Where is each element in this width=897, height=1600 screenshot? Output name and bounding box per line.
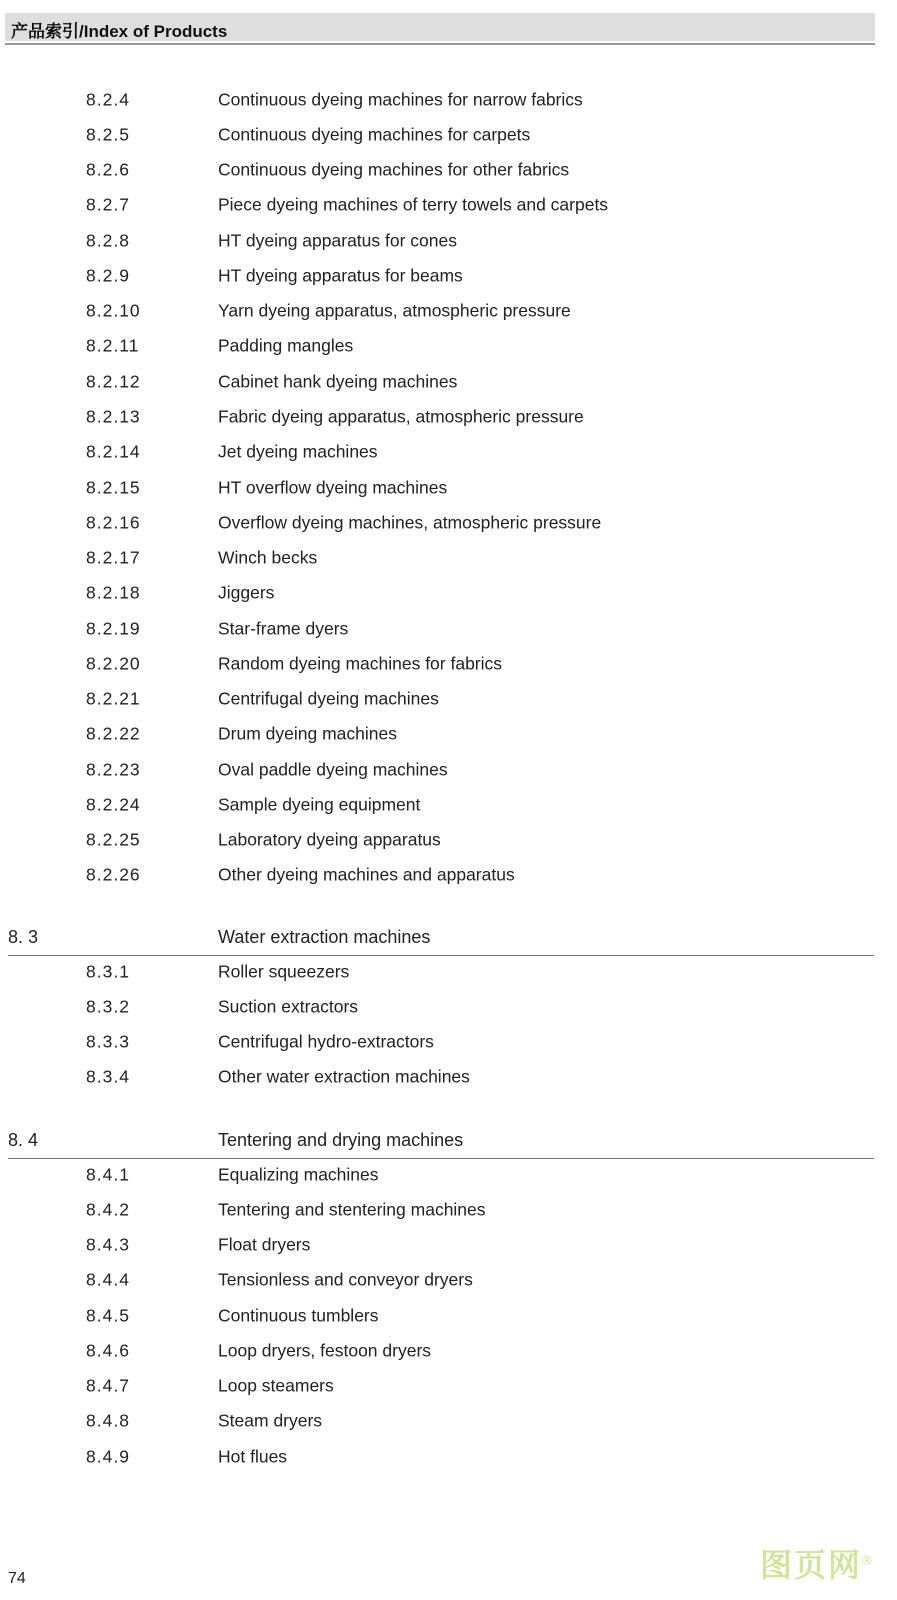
item-title: Centrifugal dyeing machines (218, 688, 439, 709)
item-title: Winch becks (218, 547, 318, 568)
item-title: Hot flues (218, 1446, 288, 1467)
item-number: 8.4.2 (86, 1199, 130, 1220)
item-number: 8.2.14 (86, 441, 141, 462)
list-item (0, 858, 897, 893)
list-item (0, 294, 897, 329)
item-title: Cabinet hank dyeing machines (218, 371, 458, 392)
list-item (0, 1025, 897, 1060)
item-title: Yarn dyeing apparatus, atmospheric pressure (218, 300, 571, 321)
item-number: 8.2.8 (86, 230, 130, 251)
list-item (0, 505, 897, 540)
list-item (0, 470, 897, 505)
section-heading (0, 1130, 897, 1154)
item-title: Other water extraction machines (218, 1066, 470, 1087)
section-number: 8. 4 (8, 1130, 39, 1150)
item-title: Fabric dyeing apparatus, atmospheric pressure (218, 406, 584, 427)
item-number: 8.2.22 (86, 723, 141, 744)
item-number: 8.2.16 (86, 512, 141, 533)
list-item (0, 1439, 897, 1474)
item-number: 8.3.1 (86, 961, 130, 982)
header-title: 产品索引/Index of Products (11, 22, 228, 41)
section-title: Tentering and drying machines (218, 1130, 464, 1150)
item-number: 8.2.23 (86, 759, 141, 780)
list-item (0, 188, 897, 223)
item-number: 8.2.17 (86, 547, 141, 568)
item-title: Suction extractors (218, 996, 359, 1017)
item-title: Tensionless and conveyor dryers (218, 1269, 473, 1290)
item-title: Equalizing machines (218, 1164, 379, 1185)
item-number: 8.4.7 (86, 1375, 130, 1396)
list-item (0, 1333, 897, 1368)
item-title: Loop steamers (218, 1375, 334, 1396)
item-title: Continuous tumblers (218, 1305, 379, 1326)
item-number: 8.2.19 (86, 618, 141, 639)
item-title: Laboratory dyeing apparatus (218, 829, 441, 850)
item-number: 8.2.11 (86, 335, 140, 356)
section-title: Water extraction machines (218, 927, 431, 947)
item-title: Star-frame dyers (218, 618, 349, 639)
item-list-8-2 (0, 82, 897, 893)
item-number: 8.2.10 (86, 300, 141, 321)
item-title: Centrifugal hydro-extractors (218, 1031, 434, 1052)
item-list-8-3 (0, 954, 897, 1095)
list-item (0, 82, 897, 117)
item-number: 8.4.9 (86, 1446, 130, 1467)
list-item (0, 787, 897, 822)
item-number: 8.4.4 (86, 1269, 130, 1290)
page-header (5, 13, 875, 41)
item-number: 8.2.5 (86, 124, 130, 145)
item-title: Continuous dyeing machines for narrow fabrics (218, 89, 583, 110)
item-title: Piece dyeing machines of terry towels and carpets (218, 194, 609, 215)
item-number: 8.3.3 (86, 1031, 130, 1052)
list-item (0, 1228, 897, 1263)
item-number: 8.2.9 (86, 265, 130, 286)
item-title: Float dryers (218, 1234, 311, 1255)
list-item (0, 540, 897, 575)
list-item (0, 258, 897, 293)
item-title: Drum dyeing machines (218, 723, 397, 744)
item-number: 8.2.24 (86, 794, 141, 815)
list-item (0, 1192, 897, 1227)
list-item (0, 364, 897, 399)
list-item (0, 752, 897, 787)
list-item (0, 576, 897, 611)
item-title: Other dyeing machines and apparatus (218, 864, 515, 885)
list-item (0, 117, 897, 152)
item-number: 8.2.20 (86, 653, 141, 674)
item-title: Tentering and stentering machines (218, 1199, 486, 1220)
item-title: Continuous dyeing machines for carpets (218, 124, 531, 145)
item-number: 8.2.6 (86, 159, 130, 180)
list-item (0, 646, 897, 681)
item-title: HT dyeing apparatus for beams (218, 265, 463, 286)
list-item (0, 717, 897, 752)
list-item (0, 329, 897, 364)
item-number: 8.4.8 (86, 1410, 130, 1431)
list-item (0, 1263, 897, 1298)
list-item (0, 399, 897, 434)
item-title: Continuous dyeing machines for other fabrics (218, 159, 570, 180)
item-number: 8.4.6 (86, 1340, 130, 1361)
item-title: Oval paddle dyeing machines (218, 759, 448, 780)
item-number: 8.4.3 (86, 1234, 130, 1255)
item-title: Random dyeing machines for fabrics (218, 653, 503, 674)
item-number: 8.2.18 (86, 582, 141, 603)
list-item (0, 153, 897, 188)
section-number: 8. 3 (8, 927, 39, 947)
section-heading (0, 927, 897, 951)
list-item (0, 1369, 897, 1404)
item-number: 8.2.26 (86, 864, 141, 885)
list-item (0, 954, 897, 989)
item-number: 8.2.21 (86, 688, 141, 709)
list-item (0, 435, 897, 470)
item-number: 8.2.15 (86, 477, 141, 498)
item-number: 8.2.25 (86, 829, 141, 850)
item-list-8-4 (0, 1157, 897, 1474)
list-item (0, 682, 897, 717)
item-title: Overflow dyeing machines, atmospheric pressure (218, 512, 602, 533)
item-number: 8.3.4 (86, 1066, 130, 1087)
header-divider (5, 43, 875, 45)
list-item (0, 1060, 897, 1095)
item-title: HT overflow dyeing machines (218, 477, 448, 498)
item-title: Steam dryers (218, 1410, 323, 1431)
list-item (0, 611, 897, 646)
item-number: 8.2.13 (86, 406, 141, 427)
item-title: Loop dryers, festoon dryers (218, 1340, 432, 1361)
list-item (0, 1404, 897, 1439)
watermark-logo: 图页网® (760, 1547, 874, 1583)
item-title: Jiggers (218, 582, 275, 603)
list-item (0, 989, 897, 1024)
page-number: 74 (8, 1570, 26, 1587)
list-item (0, 1157, 897, 1192)
item-number: 8.2.12 (86, 371, 141, 392)
item-title: Roller squeezers (218, 961, 350, 982)
item-number: 8.3.2 (86, 996, 130, 1017)
item-title: Padding mangles (218, 335, 354, 356)
item-title: HT dyeing apparatus for cones (218, 230, 457, 251)
item-title: Sample dyeing equipment (218, 794, 421, 815)
list-item (0, 1298, 897, 1333)
list-item (0, 223, 897, 258)
item-number: 8.2.7 (86, 194, 130, 215)
item-number: 8.4.1 (86, 1164, 130, 1185)
item-number: 8.2.4 (86, 89, 130, 110)
item-number: 8.4.5 (86, 1305, 130, 1326)
item-title: Jet dyeing machines (218, 441, 378, 462)
list-item (0, 823, 897, 858)
